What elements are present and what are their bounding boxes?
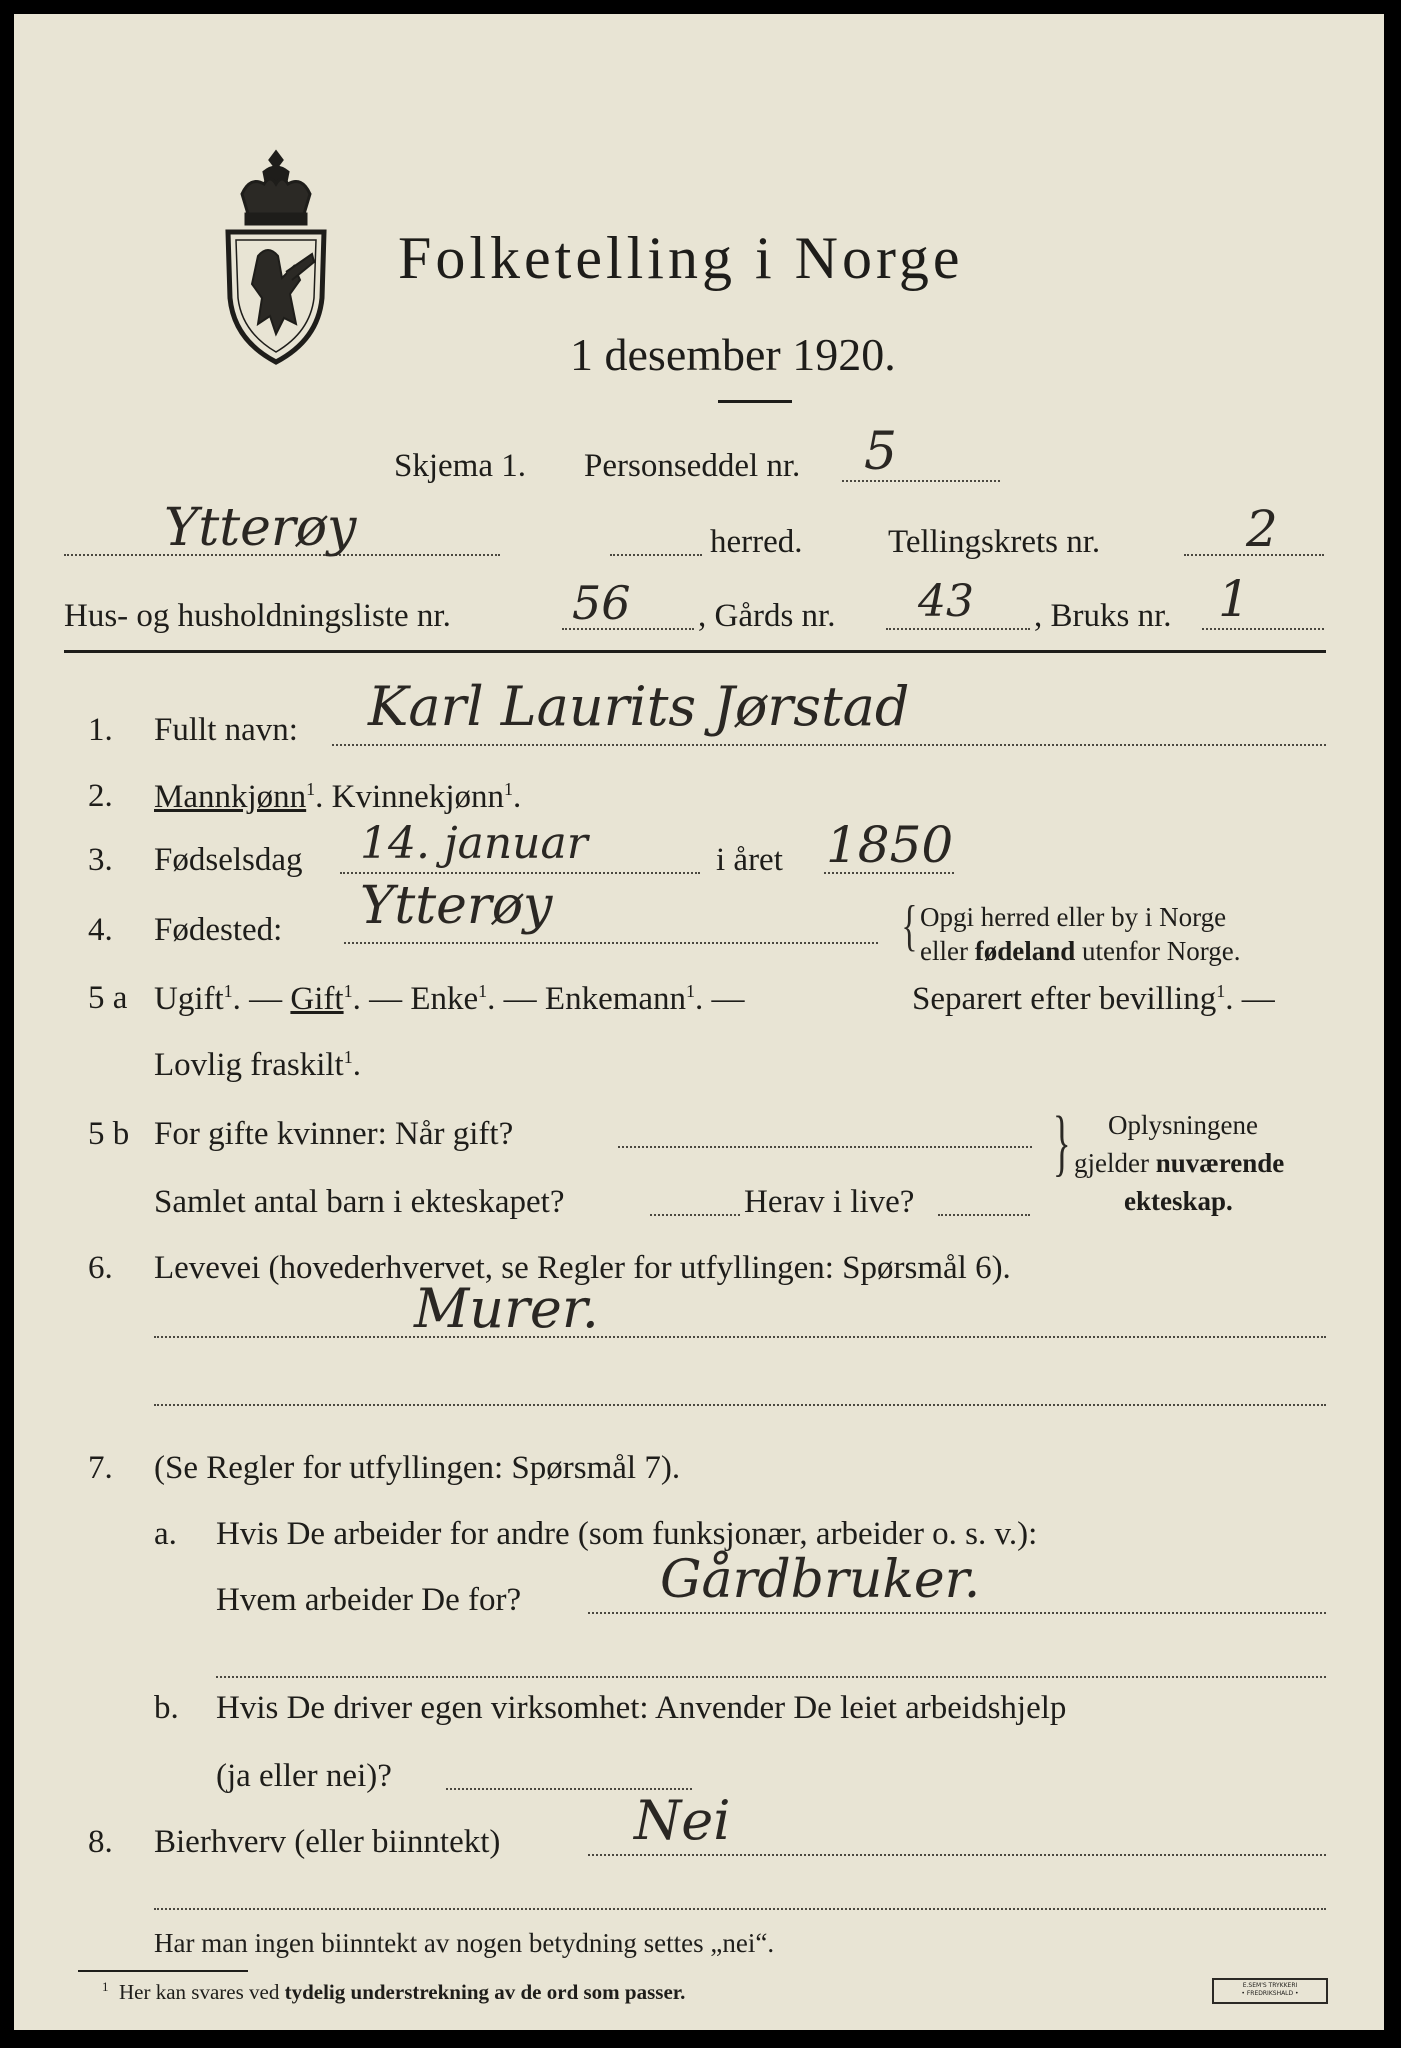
q4-number: 4. bbox=[88, 912, 113, 948]
gards-value[interactable]: 43 bbox=[918, 576, 974, 627]
separert-option-wrap: Separert efter bevilling$^1$. — bbox=[912, 981, 1275, 1017]
tellingskrets-label: Tellingskrets nr. bbox=[888, 524, 1101, 560]
q5b-label1: For gifte kvinner: Når gift? bbox=[154, 1116, 514, 1152]
q7a-line2 bbox=[216, 1676, 1326, 1678]
q3-day-value[interactable]: 14. januar bbox=[360, 818, 588, 869]
q2-number: 2. bbox=[88, 778, 113, 814]
q1-number: 1. bbox=[88, 712, 113, 748]
q4-brace: { bbox=[901, 895, 918, 957]
hus-label: Hus- og husholdningsliste nr. bbox=[64, 598, 451, 634]
gards-line bbox=[886, 628, 1030, 630]
q8-label: Bierhverv (eller biinntekt) bbox=[154, 1824, 501, 1860]
female-option[interactable]: Kvinnekjønn bbox=[331, 779, 504, 815]
q5b-barn-line bbox=[650, 1214, 740, 1216]
q3-number: 3. bbox=[88, 842, 113, 878]
herred-label: herred. bbox=[710, 524, 803, 560]
q7a-line bbox=[588, 1612, 1326, 1614]
ugift-option[interactable]: Ugift bbox=[154, 981, 224, 1017]
footer-note: Har man ingen biinntekt av nogen betydning settes „nei“. bbox=[154, 1928, 775, 1958]
q5b-label3: Herav i live? bbox=[744, 1184, 915, 1220]
herred-line-2 bbox=[610, 554, 702, 556]
skjema-label: Skjema 1. bbox=[394, 448, 526, 484]
q4-note-line2: eller fødeland utenfor Norge. bbox=[920, 936, 1241, 966]
q6-line2 bbox=[154, 1404, 1326, 1406]
herred-value[interactable]: Ytterøy bbox=[164, 498, 357, 558]
q4-label: Fødested: bbox=[154, 912, 283, 948]
title-divider bbox=[718, 400, 792, 403]
personseddel-value[interactable]: 5 bbox=[864, 422, 898, 482]
q3-label: Fødselsdag bbox=[154, 842, 303, 878]
q7b-letter: b. bbox=[154, 1690, 179, 1726]
q7-number: 7. bbox=[88, 1450, 113, 1486]
printer-mark: E.SEM'S TRYKKERI • FREDRIKSHALD • bbox=[1212, 1978, 1328, 2004]
q7a-text: Hvis De arbeider for andre (som funksjonær, arbeider o. s. v.): bbox=[216, 1516, 1038, 1552]
footnote: $^1$ Her kan svares ved tydelig understrekning av de ord som passer. bbox=[102, 1979, 686, 2004]
q7a-label: Hvem arbeider De for? bbox=[216, 1582, 522, 1618]
q5a-options: Ugift$^1$. — Gift$^1$. — Enke$^1$. — Enkemann$^1$. — bbox=[154, 981, 745, 1017]
q8-number: 8. bbox=[88, 1824, 113, 1860]
q3-year-value[interactable]: 1850 bbox=[826, 816, 954, 874]
q7a-letter: a. bbox=[154, 1516, 177, 1552]
q7-label: (Se Regler for utfyllingen: Spørsmål 7). bbox=[154, 1450, 681, 1486]
q5a-number: 5 a bbox=[88, 980, 128, 1016]
q8-value[interactable]: Nei bbox=[634, 1789, 731, 1852]
bruks-line bbox=[1202, 628, 1324, 630]
q5b-live-line bbox=[938, 1214, 1030, 1216]
q5b-note3: ekteskap. bbox=[1124, 1186, 1233, 1216]
header-rule bbox=[64, 650, 1326, 653]
q5b-note1: Oplysningene bbox=[1108, 1110, 1258, 1140]
form-title: Folketelling i Norge bbox=[398, 225, 964, 291]
bruks-value[interactable]: 1 bbox=[1218, 570, 1250, 628]
q8-line2 bbox=[154, 1908, 1326, 1910]
bruks-label: , Bruks nr. bbox=[1034, 598, 1172, 634]
q3-year-label: i året bbox=[716, 842, 783, 878]
q6-number: 6. bbox=[88, 1250, 113, 1286]
q2-options: Mannkjønn$^1$. Kvinnekjønn$^1$. bbox=[154, 779, 522, 815]
q5b-gift-line bbox=[618, 1146, 1032, 1148]
hus-value[interactable]: 56 bbox=[572, 576, 631, 630]
q4-value[interactable]: Ytterøy bbox=[360, 876, 553, 936]
q5b-number: 5 b bbox=[88, 1116, 130, 1152]
q3-day-line bbox=[340, 872, 700, 874]
separert-option[interactable]: Separert efter bevilling bbox=[912, 981, 1217, 1017]
gards-label: , Gårds nr. bbox=[698, 598, 836, 634]
q7b-label: (ja eller nei)? bbox=[216, 1758, 392, 1794]
coat-of-arms-icon bbox=[220, 148, 332, 366]
lovlig-fraskilt-option[interactable]: Lovlig fraskilt bbox=[154, 1047, 344, 1083]
personseddel-label: Personseddel nr. bbox=[584, 448, 801, 484]
q1-line bbox=[332, 744, 1326, 746]
q7b-text: Hvis De driver egen virksomhet: Anvender De leiet arbeidshjelp bbox=[216, 1690, 1067, 1726]
census-date: 1 desember 1920. bbox=[570, 329, 896, 380]
q5b-label2: Samlet antal barn i ekteskapet? bbox=[154, 1184, 565, 1220]
enke-option[interactable]: Enke bbox=[410, 981, 479, 1017]
q4-line bbox=[344, 942, 878, 944]
q6-value[interactable]: Murer. bbox=[414, 1277, 599, 1340]
census-form bbox=[14, 14, 1384, 2030]
footnote-rule bbox=[78, 1970, 248, 1972]
q6-label: Levevei (hovederhvervet, se Regler for utfyllingen: Spørsmål 6). bbox=[154, 1250, 1011, 1286]
gift-option[interactable]: Gift bbox=[290, 981, 344, 1017]
q1-value[interactable]: Karl Laurits Jørstad bbox=[368, 675, 910, 738]
q5b-note2: gjelder nuværende bbox=[1074, 1148, 1285, 1178]
q5b-brace: } bbox=[1052, 1102, 1071, 1184]
tellingskrets-value[interactable]: 2 bbox=[1246, 500, 1278, 558]
q8-line bbox=[588, 1854, 1326, 1856]
enkemann-option[interactable]: Enkemann bbox=[544, 981, 687, 1017]
q1-label: Fullt navn: bbox=[154, 712, 298, 748]
male-option[interactable]: Mannkjønn bbox=[154, 779, 307, 815]
q6-line1 bbox=[154, 1336, 1326, 1338]
lovlig-option-wrap: Lovlig fraskilt$^1$. bbox=[154, 1047, 361, 1083]
q4-note-line1: Opgi herred eller by i Norge bbox=[920, 902, 1227, 932]
q7a-value[interactable]: Gårdbruker. bbox=[660, 1550, 981, 1610]
